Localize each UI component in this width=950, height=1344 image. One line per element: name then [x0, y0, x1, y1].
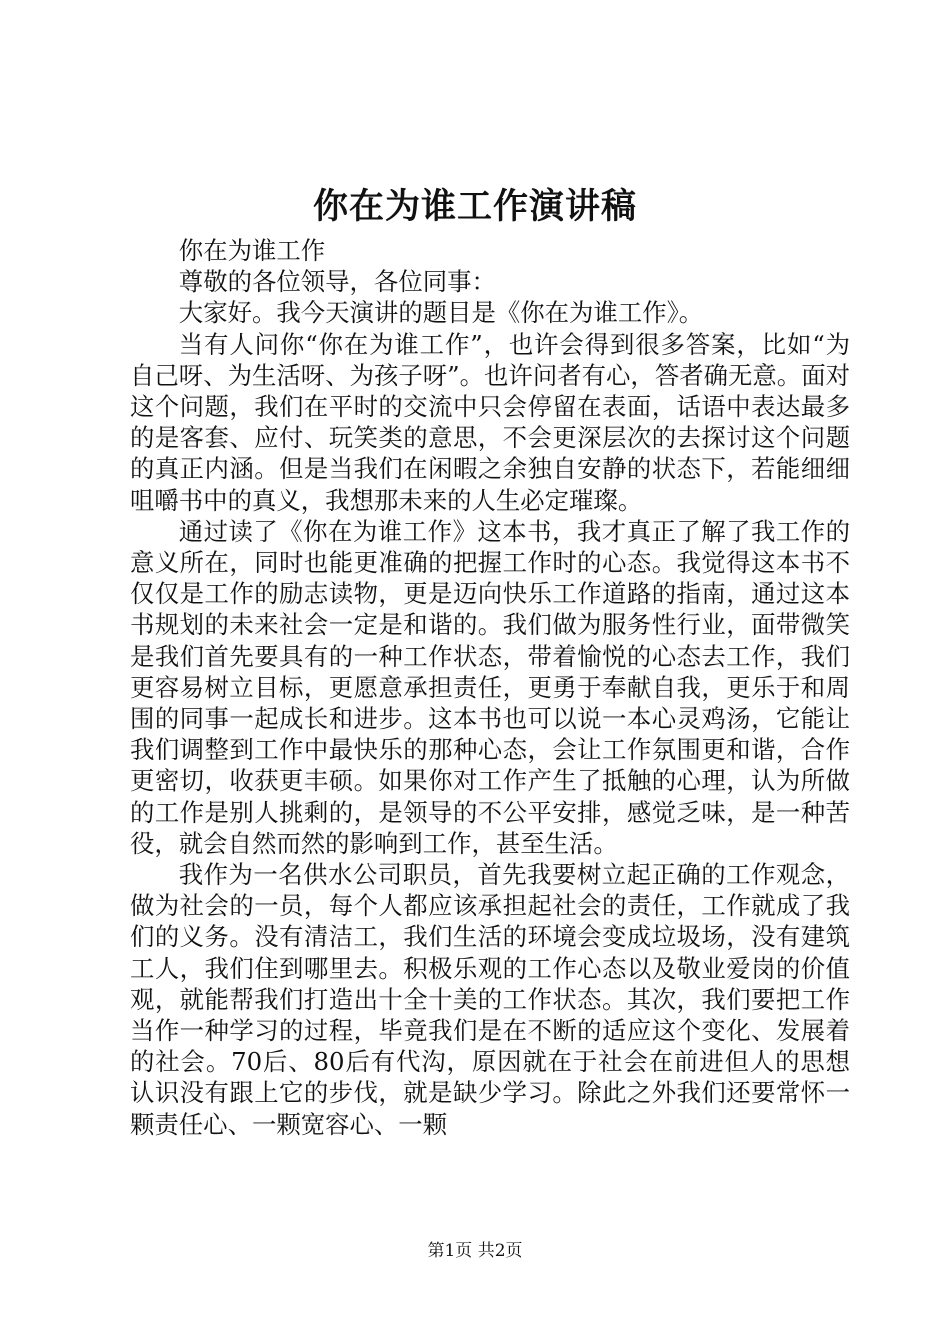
- paragraph-salutation: 尊敬的各位领导，各位同事：: [178, 267, 496, 297]
- document-title: 你在为谁工作演讲稿: [312, 186, 637, 227]
- paragraph-body-3: 我作为一名供水公司职员，首先我要树立起正确的工作观念，做为社会的一员，每个人都应该承担起社会的责任，工作就成了我们的义务。没有清洁工，我们生活的环境会变成垃圾场，没有建筑工人，我们住到哪里去。积极乐观的工作心态以及敬业爱岗的价值观，就能帮我们打造出十全十美的工作状态。其次，我们要把工作当作一种学习的过程，毕竟我们是在不断的适应这个变化、发展着的社会。70后、80后有代沟，原因就在于社会在前进但人的思想认识没有跟上它的步伐，就是缺少学习。除此之外我们还要常怀一颗责任心、一颗宽容心、一颗: [130, 860, 850, 1139]
- paragraph-greeting: 大家好。我今天演讲的题目是《你在为谁工作》。: [178, 298, 704, 328]
- document-body: [130, 235, 850, 1140]
- paragraph-body-2: 通过读了《你在为谁工作》这本书，我才真正了解了我工作的意义所在，同时也能更准确的把握工作时的心态。我觉得这本书不仅仅是工作的励志读物，更是迈向快乐工作道路的指南，通过这本书规划的未来社会一定是和谐的。我们做为服务性行业，面带微笑是我们首先要具有的一种工作状态，带着愉悦的心态去工作，我们更容易树立目标，更愿意承担责任，更勇于奉献自我，更乐于和周围的同事一起成长和进步。这本书也可以说一本心灵鸡汤，它能让我们调整到工作中最快乐的那种心态，会让工作氛围更和谐，合作更密切，收获更丰硕。如果你对工作产生了抵触的心理，认为所做的工作是别人挑剩的，是领导的不公平安排，感觉乏味，是一种苦役，就会自然而然的影响到工作，甚至生活。: [130, 516, 850, 858]
- page-number-footer: 第1页 共2页: [427, 1241, 523, 1261]
- paragraph-subtitle: 你在为谁工作: [178, 236, 326, 265]
- paragraph-body-1: 当有人问你“你在为谁工作”，也许会得到很多答案，比如“为自己呀、为生活呀、为孩子呀”。也许问者有心，答者确无意。面对这个问题，我们在平时的交流中只会停留在表面，话语中表达最多的是客套、应付、玩笑类的意思，不会更深层次的去探讨这个问题的真正内涵。但是当我们在闲暇之余独自安静的状态下，若能细细咀嚼书中的真义，我想那未来的人生必定璀璨。: [130, 329, 850, 515]
